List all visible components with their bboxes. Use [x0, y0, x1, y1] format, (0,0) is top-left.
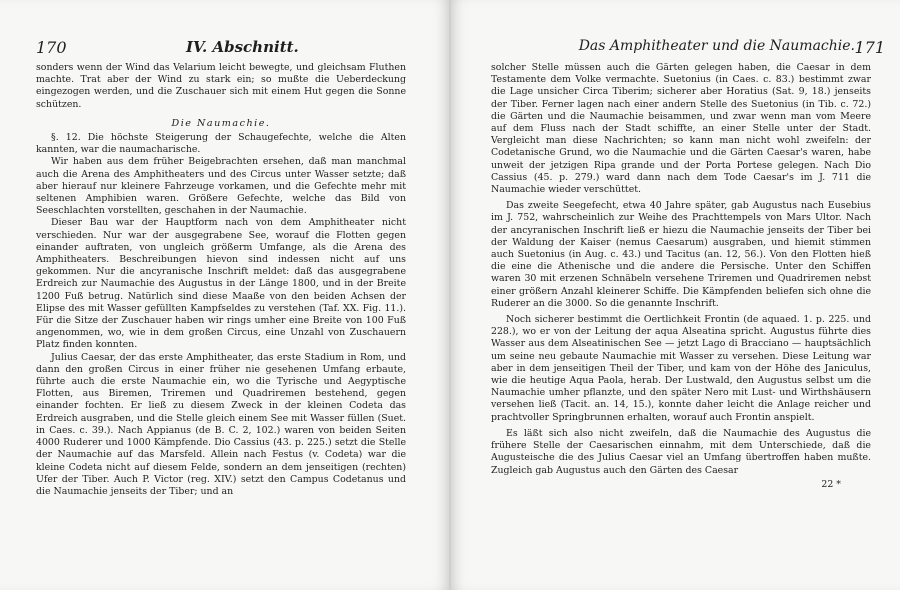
- signature-mark: 22 *: [821, 478, 841, 490]
- running-head: IV. Abschnitt.: [186, 38, 299, 56]
- right-page: [451, 0, 900, 590]
- right-page-header: [465, 38, 885, 60]
- running-head: Das Amphitheater und die Naumachie.: [578, 38, 855, 54]
- left-page-header: [36, 38, 436, 60]
- paragraph: solcher Stelle müssen auch die Gärten gelegen haben, die Caesar in dem Testamente dem Volke vermachte. Suetonius (in Caes. c. 83.) bestimmt zwar die Lage unsicher Circa Tiberim; sicherer aber Horatius (Sat. 9, 18.) jenseits der Tiber. Ferner lagen nach einer andern Stelle des Suetonius (in Tib. c. 72.) die Gärten und die Naumachie beisammen, und zwar wenn man vom Meere auf dem Fluss nach der Stadt schiffte, an einer Stelle unter der Stadt. Vergleicht man diese Nachrichten; so kann man nicht wohl zweifeln: der Codetanische Grund, wo die Naumachie und die Gärten Caesar's waren, habe unweit der jetzigen Ripa grande und der Porta Portese gelegen. Nach Dio Cassius (45. p. 279.) ward dann nach dem Tode Caesar's im J. 711 die Naumachie wieder verschüttet.: [491, 62, 871, 196]
- paragraph: Noch sicherer bestimmt die Oertlichkeit Frontin (de aquaed. 1. p. 225. und 228.), wo er von der Leitung der aqua Alseatina spricht. Augustus führte dies Wasser aus dem Alseatinischen See — jetzt Lago di Bracciano — hauptsächlich um seine neu gebaute Naumachie mit Wasser zu versehen. Diese Leitung war aber in dem jenseitigen Theil der Tiber, und kam von der Höhe des Janiculus, wie die heutige Aqua Paola, herab. Der Lustwald, den Augustus selbst um die Naumachie umher pflanzte, und den später Nero mit Lust- und Wirthshäusern versehen ließ (Tacit. an. 14, 15.), konnte daher leicht die Anlage reicher und prachtvoller Springbrunnen erhalten, worauf auch Frontin anspielt.: [491, 314, 871, 423]
- paragraph: sonders wenn der Wind das Velarium leicht bewegte, und gleichsam Fluthen machte. Trat aber der Wind zu stark ein; so mußte die Ueberdeckung eingezogen werden, und die Zuschauer sich mit einem Hut gegen die Sonne schützen.: [36, 62, 406, 110]
- paragraph: Wir haben aus dem früher Beigebrachten ersehen, daß man manchmal auch die Arena des Amphitheaters und des Circus unter Wasser setzte; daß aber hierauf nur kleinere Fahrzeuge vorkamen, und die Gefechte mehr mit seltenen Amphibien waren. Größere Gefechte, welche das Bild von Seeschlachten vorstellten, geschahen in der Naumachie.: [36, 156, 406, 217]
- left-page: [0, 0, 449, 590]
- page-number: 170: [36, 38, 67, 57]
- paragraph: Dieser Bau war der Hauptform nach von dem Amphitheater nicht verschieden. Nur war der ausgegrabene See, worauf die Flotten gegen einander auftraten, von ungleich größerm Umfange, als die Arena des Amphitheaters. Beschreibungen hievon sind indessen nicht auf uns gekommen. Nur die ancyranische Inschrift meldet: daß das ausgegrabene Erdreich zur Naumachie des Augustus in der Länge 1800, und in der Breite 1200 Fuß betrug. Natürlich sind diese Maaße von den beiden Achsen der Elipse des mit Wasser gefüllten Kampfseldes zu verstehen (Taf. XX. Fig. 11.). Für die Sitze der Zuschauer haben wir rings umher eine Breite von 100 Fuß angenommen, wo, wie in dem großen Circus, eine Unzahl von Zuschauern Platz finden konnten.: [36, 217, 406, 351]
- paragraph: Julius Caesar, der das erste Amphitheater, das erste Stadium in Rom, und dann den großen Circus in einer früher nie gesehenen Umfang erbaute, führte auch die erste Naumachie ein, wo die Tyrische und Aegyptische Flotten, aus Biremen, Triremen und Quadriremen bestehend, gegen einander fochten. Er ließ zu diesem Zweck in der kleinen Codeta das Erdreich ausgraben, und die Stelle gleich einem See mit Wasser füllen (Suet. in Caes. c. 39.). Nach Appianus (de B. C. 2, 102.) waren von beiden Seiten 4000 Ruderer und 1000 Kämpfende. Dio Cassius (43. p. 225.) setzt die Stelle der Naumachie auf das Marsfeld. Allein nach Festus (v. Codeta) war die kleine Codeta nicht auf diesem Felde, sondern an dem jenseitigen (rechten) Ufer der Tiber. Auch P. Victor (reg. XIV.) setzt den Campus Codetanus und die Naumachie jenseits der Tiber; und an: [36, 351, 406, 497]
- paragraph: §. 12. Die höchste Steigerung der Schaugefechte, welche die Alten kannten, war die naumacharische.: [36, 132, 406, 156]
- section-subheading: Die Naumachie.: [171, 117, 271, 129]
- right-page-body: [491, 62, 871, 491]
- paragraph: Es läßt sich also nicht zweifeln, daß die Naumachie des Augustus die frühere Stelle der Caesarischen einnahm, mit dem Unterschiede, daß die Augusteische die des Julius Caesar viel an Umfang übertroffen haben mußte. Zugleich gab Augustus auch den Gärten des Caesar: [491, 427, 871, 476]
- paragraph: Das zweite Seegefecht, etwa 40 Jahre später, gab Augustus nach Eusebius im J. 752, wahrscheinlich zur Weihe des Prachttempels von Mars Ultor. Nach der ancyranischen Inschrift ließ er hiezu die Naumachie jenseits der Tiber bei der Waldung der Kaiser (nemus Caesarum) ausgraben, und hiemit stimmen auch Suetonius (in Aug. c. 43.) und Tacitus (an. 12, 56.). Von den Flotten hieß die eine die Athenische und die andere die Persische. Unter den Schiffen waren 30 mit erzenen Schnäbeln versehene Triremen und Quadriremen nebst einer größern Anzahl kleinerer Schiffe. Die Kämpfenden beliefen sich ohne die Ruderer an die 3000. So die genannte Inschrift.: [491, 200, 871, 309]
- page-number: 171: [854, 38, 885, 57]
- left-page-body: [36, 62, 406, 498]
